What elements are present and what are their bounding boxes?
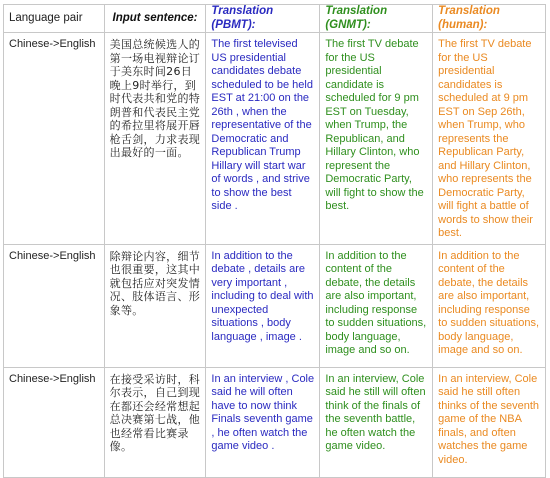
header-translation-gnmt: Translation (GNMT): [320,5,433,33]
table-row [4,33,546,245]
gnmt-translation-cell: In addition to the content of the debate, the details are also important, including response to sudden situations, body language, image and so on. [320,244,433,367]
header-translation-human: Translation (human): [433,5,546,33]
input-sentence-cell: 美国总统候选人的第一场电视辩论订于美东时间26日晚上9时举行，到时代表共和党的特朗普和代表民主党的希拉里将展开唇枪舌剑，力求表现出最好的一面。 [104,33,206,245]
table-row [4,367,546,477]
human-translation-cell: The first TV debate for the US presidential candidates is scheduled at 9 pm EST on Sep 26th, when Trump, who represents the Republican Party, and Hillary Clinton, who represents the Democratic Party, will fight a battle of words to show their best. [433,33,546,245]
language-pair-cell: Chinese->English [4,33,105,245]
gnmt-translation-cell: The first TV debate for the US presidential candidate is scheduled for 9 pm EST on Tuesday, when Trump, the Republican, and Hillary Clinton, who represent the Democratic Party, will fight to show the best. [320,33,433,245]
header-language-pair: Language pair [4,5,105,33]
language-pair-cell: Chinese->English [4,244,105,367]
input-sentence-cell: 除辩论内容，细节也很重要，这其中就包括应对突发情况、肢体语言、形象等。 [104,244,206,367]
header-row [4,5,546,33]
input-sentence-cell: 在接受采访时，科尔表示，自己到现在都还会经常想起总决赛第七战，他也经常看比赛录像。 [104,367,206,477]
gnmt-translation-cell: In an interview, Cole said he still will often think of the finals of the seventh battle, he often watch the game video. [320,367,433,477]
translation-comparison-table [3,4,546,478]
language-pair-cell: Chinese->English [4,367,105,477]
header-input-sentence: Input sentence: [104,5,206,33]
pbmt-translation-cell: In addition to the debate , details are very important , including to deal with unexpected situations , body language , image . [206,244,320,367]
human-translation-cell: In addition to the content of the debate, the details are also important, including response to sudden situations, body language, image and so on. [433,244,546,367]
human-translation-cell: In an interview, Cole said he still often thinks of the seventh game of the NBA finals, and often watches the game video. [433,367,546,477]
table-row [4,244,546,367]
header-translation-pbmt: Translation (PBMT): [206,5,320,33]
pbmt-translation-cell: The first televised US presidential candidates debate scheduled to be held EST at 21:00 on the 26th , when the representative of the Democratic and Republican Trump Hillary will start war of words , and strive to show the best side . [206,33,320,245]
pbmt-translation-cell: In an interview , Cole said he will often have to now think Finals seventh game , he often watch the game video . [206,367,320,477]
